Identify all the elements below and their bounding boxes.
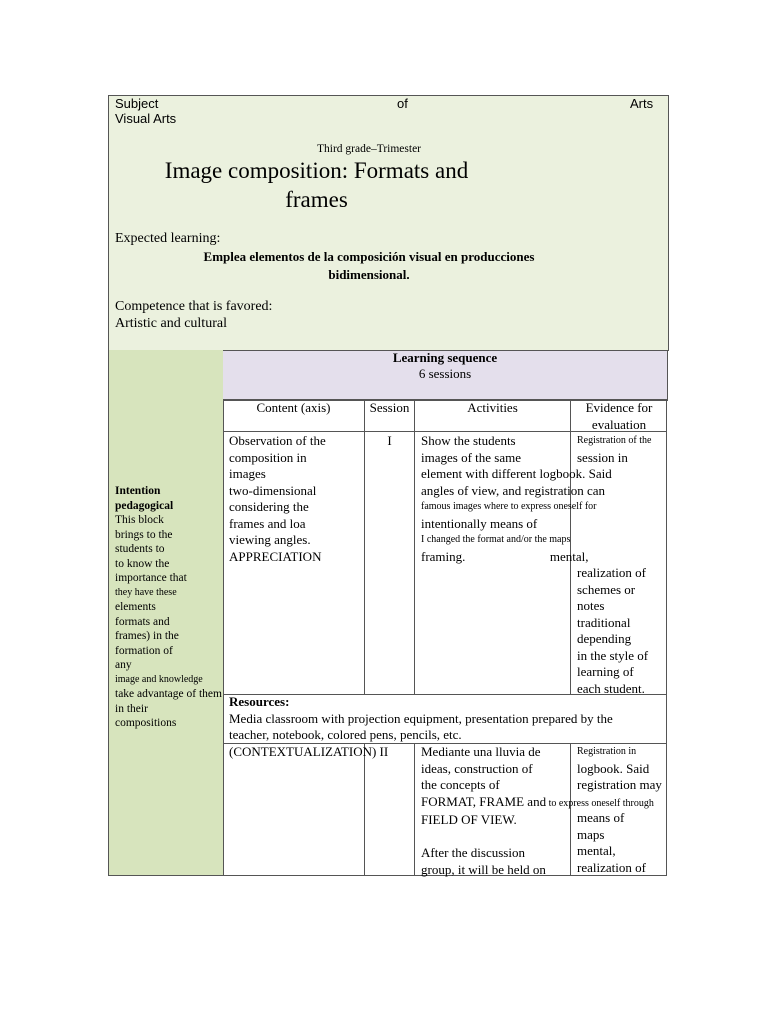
row1-evidence-cell [577,433,669,466]
resources-line-2: teacher, notebook, colored pens, pencils, etc. [229,727,462,742]
col-header-activities: Activities [467,400,518,415]
row1-content-line: two-dimensional [229,482,317,498]
row1-evidence-line: Registration of the [577,435,652,446]
row2-divider-a [364,743,365,875]
col-header-session: Session [369,400,410,415]
page-title [109,156,524,214]
intention-line: frames) in the [115,630,179,642]
row1-activity-line: famous images where to express oneself for [421,501,597,512]
row1-activity-line: images of the same [421,449,521,465]
row2-evidence-line: maps [577,826,605,842]
expected-line-2: bidimensional. [328,267,410,282]
row2-activity-line: After the discussion [421,845,525,860]
title-line-2: frames [285,187,348,212]
row1-content-line: Observation of the [229,433,326,448]
subject-row [115,96,655,112]
intention-line: any [115,659,132,671]
intention-line: students to [115,543,165,555]
intention-line: This block [115,514,164,526]
row2-evidence-line: logbook. Said [577,760,650,776]
subject-word: Subject [115,96,159,111]
row2-evidence-cell [577,744,669,876]
lesson-plan-document [108,95,669,876]
row1-evidence-line: each student. [577,680,645,696]
row2-evidence-line: realization of [577,859,646,875]
learning-sequence-header [223,350,668,401]
row1-content-line: frames and loa [229,515,306,531]
row2-activity-line: the concepts of [421,777,500,792]
row1-activity-line: element with different logbook. Said [421,466,612,481]
row1-evidence-line: session in [577,449,628,465]
row2-activity-line-tail: to express oneself through [546,797,654,809]
intention-text [115,484,235,731]
row1-activity-line: framing. mental, [421,548,589,564]
resources-cell [229,694,665,744]
visual-arts-label: Visual Arts [115,111,177,126]
row1-evidence-rest [577,565,669,697]
of-word: of [397,96,408,111]
row1-activity-line: angles of view, and registration can [421,482,605,498]
row1-content-line: APPRECIATION [229,548,322,564]
row1-evidence-line: in the style of [577,647,649,663]
intention-line: they have these [115,586,177,598]
row1-evidence-line: learning of [577,664,634,679]
intention-line: importance that [115,572,187,584]
row1-evidence-line: realization of [577,565,646,580]
row1-activity-line: I changed the format and/or the maps [421,534,571,545]
intention-line: in their [115,702,148,715]
intention-line: image and knowledge [115,673,203,685]
row2-divider-b [414,743,415,875]
intention-line: Intention [115,485,161,497]
row1-activity-line: Show the students [421,433,516,448]
row2-evidence-line [577,794,669,811]
sessions-count: 6 sessions [418,366,472,381]
row1-content-line: considering the [229,499,309,514]
col-header-evidence [571,400,667,433]
title-line-1: Image composition: Formats and [164,158,469,183]
intention-line: formats and [115,615,170,628]
grade-label: Third grade–Trimester [317,143,422,155]
resources-line-1: Media classroom with projection equipment, presentation prepared by the [229,710,613,726]
row1-session-cell: I [387,433,392,448]
row1-content-line: images [229,466,266,481]
row1-evidence-line: schemes or [577,581,636,597]
intention-line: to know the [115,557,170,570]
resources-label: Resources: [229,694,290,709]
evidence-header-line-2: evaluation [591,416,647,432]
row2-evidence-line: registration may [577,777,662,792]
col-header-content: Content (axis) [256,400,331,415]
intention-line: take advantage of them [115,688,222,700]
session-activities-divider [414,399,415,695]
intention-line: elements [115,601,156,613]
row2-evidence-line: Registration in [577,746,637,757]
row1-content-cell [229,433,364,565]
intention-line: formation of [115,644,173,657]
intention-line: compositions [115,717,177,729]
row2-activity-line: FIELD OF VIEW. [421,812,517,827]
row1-content-line: viewing angles. [229,532,311,547]
row2-activity-line: group, it will be held on [421,861,546,877]
header-block [108,95,669,351]
row2-activity-line: FORMAT, FRAME and to express oneself through [421,793,654,809]
row1-evidence-line: notes [577,598,605,613]
row2-activity-line: ideas, construction of [421,760,533,776]
intention-column [108,350,224,876]
expected-learning-label: Expected learning: [115,231,221,246]
learning-sequence-title: Learning sequence [392,350,498,365]
row2-evidence-line: mental, [577,843,616,858]
intention-line: brings to the [115,528,173,541]
row2-activity-line: Mediante una lluvia de [421,744,541,759]
row1-evidence-line: depending [577,631,632,646]
intention-line: pedagogical [115,499,174,512]
row1-content-line: composition in [229,449,307,465]
evidence-header-line-1: Evidence for [585,400,653,415]
arts-word: Arts [630,96,654,111]
expected-learning-text [109,248,629,284]
competence-value: Artistic and cultural [115,316,227,331]
row1-evidence-line: traditional [577,614,631,630]
expected-line-1: Emplea elementos de la composición visual en producciones [203,249,535,264]
row1-activity-line: intentionally means of [421,515,538,531]
row2-evidence-line: means of [577,810,625,825]
competence-label: Competence that is favored: [115,299,273,314]
row2-content-cell: (CONTEXTUALIZATION) II [229,744,389,759]
